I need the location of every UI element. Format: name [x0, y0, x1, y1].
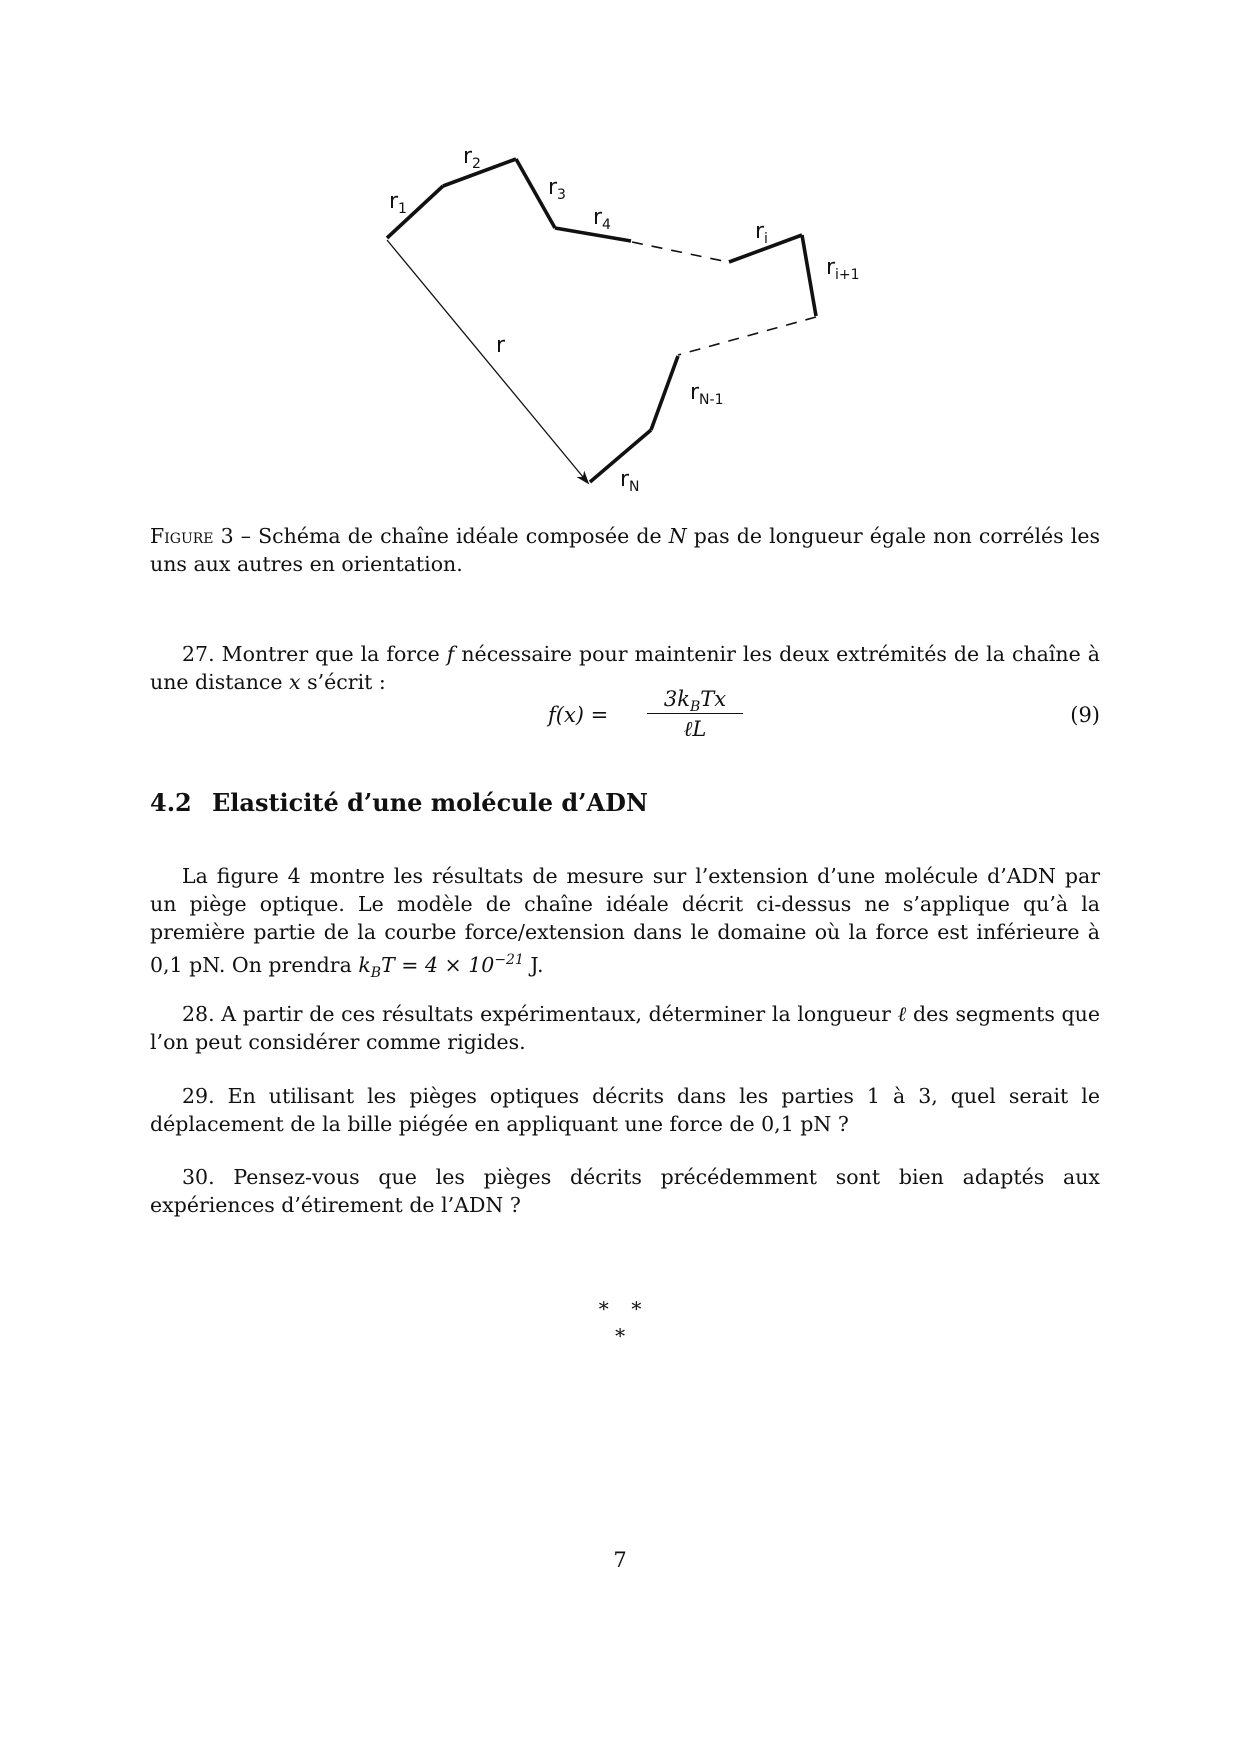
- intro-paragraph: La figure 4 montre les résultats de mesure sur l’extension d’une molécule d’ADN par un piège optique. Le modèle de chaîne idéale décrit ci-dessus ne s’applique qu’à la première partie de la courbe force/extension dans le domaine où la force est inférieure à 0,1 pN. On prendra $k_BT = 4 \times 10^{-21}$ J.: [150, 864, 1100, 981]
- caption-label: Figure 3: [150, 524, 234, 548]
- label-r1: $r_1$: [389, 189, 407, 217]
- label-r4: $r_4$: [593, 205, 611, 233]
- label-rN1: $r_{N-1}$: [690, 380, 724, 408]
- question-29: 29. En utilisant les pièges optiques décrits dans les parties 1 à 3, quel serait le déplacement de la bille piégée en appliquant une force de 0,1 pN ?: [150, 1084, 1100, 1136]
- equation-number: (9): [1070, 703, 1100, 727]
- label-ri1: $r_{i+1}$: [826, 255, 860, 283]
- label-ri: $r_i$: [755, 219, 768, 247]
- ideal-chain-figure: [0, 0, 1240, 520]
- label-r3: $r_3$: [548, 175, 566, 203]
- section-heading: [150, 788, 648, 817]
- question-27: 27. Montrer que la force f nécessaire pour maintenir les deux extrémités de la chaîne à une distance x s’écrit :: [150, 642, 1100, 694]
- dashed-link-1: [632, 242, 728, 262]
- section-number: 4.2: [150, 788, 192, 817]
- equation-denominator: ℓL: [683, 717, 707, 741]
- equation-9: [150, 685, 1100, 747]
- label-r2: $r_2$: [463, 144, 481, 172]
- stars-bottom: ∗: [613, 1320, 627, 1344]
- dashed-link-2: [678, 317, 816, 355]
- equation-numerator: $3k_BTx$: [663, 687, 727, 716]
- label-r: r: [496, 333, 506, 358]
- equation-lhs: f(x) =: [548, 703, 609, 727]
- figure-caption: Figure 3 – Schéma de chaîne idéale composée de N pas de longueur égale non corrélés les uns aux autres en orientation.: [150, 524, 1100, 576]
- label-rN: $r_N$: [620, 467, 640, 495]
- equation-fraction: [645, 685, 745, 742]
- question-28: 28. A partir de ces résultats expérimentaux, déterminer la longueur ℓ des segments que l’on peut considérer comme rigides.: [150, 1002, 1100, 1054]
- kbt-expression: $k_BT = 4 \times 10^{-21}$ J.: [358, 952, 544, 981]
- question-30: 30. Pensez-vous que les pièges décrits précédemment sont bien adaptés aux expériences d’étirement de l’ADN ?: [150, 1165, 1100, 1217]
- end-to-end-vector-r: [387, 240, 588, 483]
- section-title: Elasticité d’une molécule d’ADN: [212, 788, 648, 817]
- stars-top: ∗ ∗: [596, 1293, 644, 1317]
- segment-rN1: [651, 356, 678, 430]
- page-number: 7: [613, 1548, 627, 1572]
- segment-ri1: [802, 235, 816, 316]
